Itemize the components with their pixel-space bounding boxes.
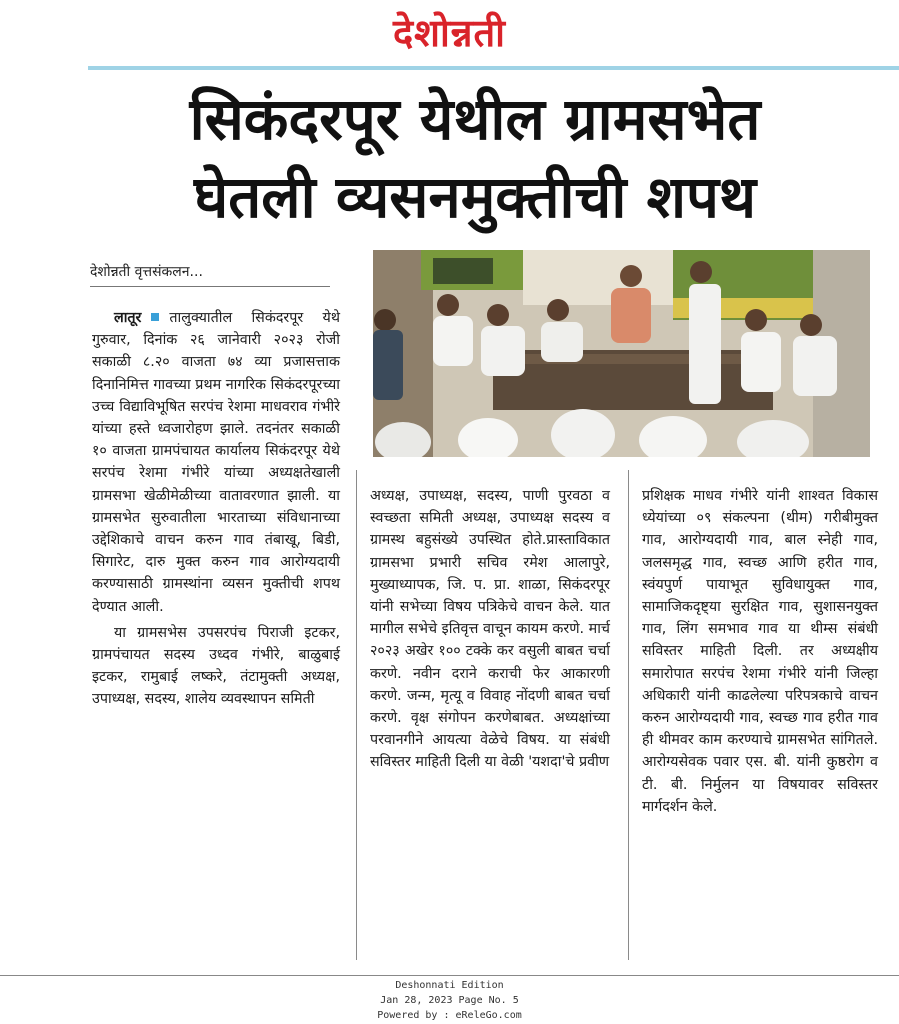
- article-headline: [70, 80, 880, 236]
- page-footer: [0, 978, 899, 1023]
- headline-line-1: सिकंदरपूर येथील ग्रामसभेत: [189, 85, 761, 153]
- column-divider-1: [356, 470, 357, 960]
- column-1-paragraph-1-text: तालुक्यातील सिकंदरपूर येथे गुरुवार, दिनांक २६ जानेवारी २०२३ रोजी सकाळी ८.२० वाजता ७४ व्या प्रजासत्ताक दिनानिमित्त गावच्या प्रथम नागरिक सिकंदरपूरच्या उच्च विद्याविभूषित सरपंच रेशमा माधवराव गंभीरे यांच्या हस्ते ध्वजारोहण झाले. तदनंतर सकाळी १० वाजता ग्रामपंचायत कार्यालय सिकंदरपूर येथे सरपंच रेशमा गंभीरे यांच्या अध्यक्षतेखाली ग्रामसभा खेळीमेळीच्या वातावरणात झाली. या ग्रामसभेत सुरुवातीला भारताच्या संविधानाच्या उद्देशिकाचे वाचन करुन गाव तंबाखू, बिडी, सिगारेट, दारु मुक्त करुन गाव आरोग्यदायी करण्यासाठी ग्रामस्थांना व्यसन मुक्तीची शपथ देण्यात आली.: [92, 310, 340, 615]
- article-photo: [373, 250, 870, 457]
- article-column-1: [92, 307, 340, 711]
- column-2-text: अध्यक्ष, उपाध्यक्ष, सदस्य, पाणी पुरवठा व स्वच्छता समिती अध्यक्ष, उपाध्यक्ष सदस्य व ग्रामस्थ बहुसंख्ये उपस्थित होते.प्रास्ताविकात ग्रामसभा प्रभारी सचिव रमेश आलापुरे, मुख्याध्यापक, जि. प. प्रा. शाळा, सिकंदरपूर यांनी सभेच्या विषय पत्रिकेचे वाचन केले. यात मागील सभेचे इतिवृत्त वाचून कायम करणे. मार्च २०२३ अखेर १०० टक्के कर वसुली बाबत चर्चा करणे. नवीन दराने कराची फेर आकारणी करणे. जन्म, मृत्यू व विवाह नोंदणी बाबत चर्चा करणे. वृक्ष संगोपन करणेबाबत. अध्यक्षांच्या परवानगीने आयत्या वेळेचे विषय. या संबंधी सविस्तर माहिती दिली या वेळी 'यशदा'चे प्रवीण: [370, 488, 610, 771]
- credit-underline: [90, 286, 330, 287]
- column-divider-2: [628, 470, 629, 960]
- masthead: [0, 0, 899, 62]
- footer-edition: Deshonnati Edition: [395, 980, 504, 991]
- headline-line-2: घेतली व्यसनमुक्तीची शपथ: [193, 163, 757, 231]
- meeting-photo-illustration: [373, 250, 870, 457]
- column-1-paragraph-2: या ग्रामसभेस उपसरपंच पिराजी इटकर, ग्रामपंचायत सदस्य उध्दव गंभीरे, बाळुबाई इटकर, रामुबाई लष्करे, तंटामुक्ती अध्यक्ष, उपाध्यक्ष, सदस्य, शालेय व्यवस्थापन समिती: [92, 624, 340, 708]
- article-column-3: [642, 485, 878, 818]
- footer-powered-by: Powered by : eReleGo.com: [377, 1010, 522, 1021]
- footer-divider: [0, 975, 899, 976]
- footer-date-page: Jan 28, 2023 Page No. 5: [380, 995, 519, 1006]
- masthead-divider: [88, 66, 899, 70]
- column-3-text: प्रशिक्षक माधव गंभीरे यांनी शाश्वत विकास ध्येयांच्या ०९ संकल्पना (थीम) गरीबीमुक्त गाव, आरोग्यदायी गाव, बाल स्नेही गाव, जलसमृद्ध गाव, स्वच्छ आणि हरीत गाव, स्वंयपुर्ण पायाभूत सुविधायुक्त गाव, सामाजिकदृष्ट्या सुरक्षित गाव, सुशासनयुक्त गाव, लिंग समभाव गाव या थीम्स संबंधी सविस्तर माहिती दिली. तर अध्यक्षीय समारोपात सरपंच रेशमा गंभीरे यांनी जिल्हा अधिकारी यांनी काढलेल्या परिपत्रकाचे वाचन करुन आरोग्यदायी गाव, स्वच्छ गाव हरीत गाव ही थीमवर काम करण्याचे ग्रामसभेत सांगितले. आरोग्यसेवक पवार एस. बी. यांनी कुष्ठरोग व टी. बी. निर्मुलन या विषयावर सविस्तर मार्गदर्शन केले.: [642, 488, 878, 815]
- news-credit: देशोन्नती वृत्तसंकलन...: [90, 264, 203, 280]
- article-column-2: [370, 485, 610, 774]
- bullet-icon: [151, 313, 159, 321]
- newspaper-logo: देशोन्नती: [392, 11, 507, 55]
- dateline: लातूर: [114, 310, 142, 326]
- column-1-paragraph-1: [92, 307, 340, 618]
